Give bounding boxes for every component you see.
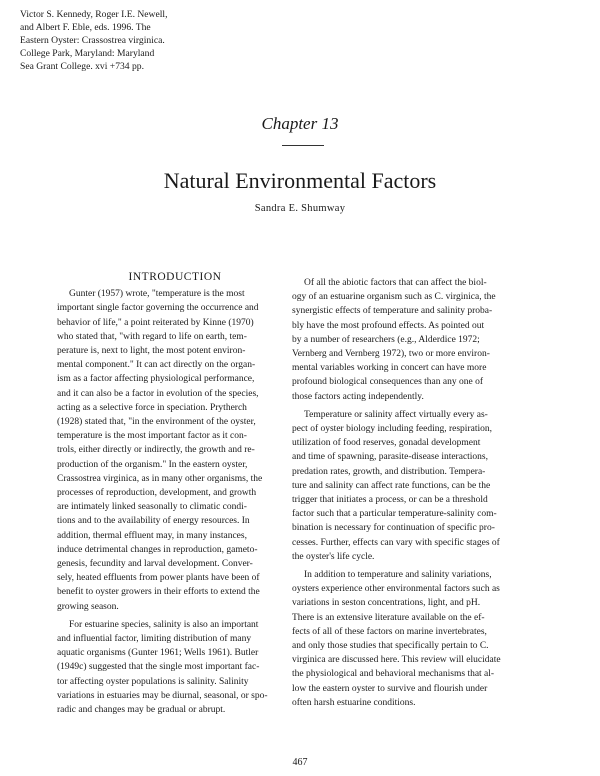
text-line: Temperature or salinity affect virtually every as- [304, 409, 488, 420]
text-line: induce detrimental changes in reproduction, gameto- [57, 544, 258, 555]
text-line: genesis, fecundity and larval development. Conver- [57, 559, 253, 570]
text-line: low the eastern oyster to survive and flourish under [292, 683, 488, 694]
text-line: growing season. [57, 601, 119, 612]
text-line: profound biological consequences than any one of [292, 377, 483, 388]
citation-line: College Park, Maryland: Maryland [20, 48, 155, 59]
text-line: ogy of an estuarine organism such as C. virginica, the [292, 292, 496, 303]
text-line: and influential factor, limiting distribution of many [57, 634, 252, 645]
text-line: processes of reproduction, development, and growth [57, 488, 257, 499]
section-heading: INTRODUCTION [128, 271, 222, 283]
text-line: addition, thermal effluent may, in many instances, [57, 530, 247, 541]
text-line: factor such that a particular temperature-salinity com- [292, 509, 497, 520]
text-line: oysters experience other environmental factors such as [292, 584, 500, 595]
text-line: important single factor governing the occurrence and [57, 303, 259, 314]
citation-line: Victor S. Kennedy, Roger I.E. Newell, [20, 9, 168, 20]
text-line: (1928) stated that, "in the environment of the oyster, [57, 417, 256, 428]
text-line: behavior of life," a point reiterated by Kinne (1970) [57, 317, 254, 328]
text-line: the physiological and behavioral mechanisms that al- [292, 669, 495, 680]
text-line: (1949c) suggested that the single most important fac- [57, 662, 260, 673]
text-line: tor affecting oyster populations is salinity. Salinity [57, 676, 249, 687]
citation-block [20, 8, 200, 73]
text-line: Vernberg and Vernberg 1972), two or more environ- [292, 349, 490, 360]
text-line: virginica are discussed here. This review will elucidate [292, 655, 501, 666]
text-line: synergistic effects of temperature and salinity proba- [292, 306, 493, 317]
chapter-label: Chapter 13 [261, 114, 339, 133]
author-name: Sandra E. Shumway [254, 203, 346, 214]
text-line: ism as a factor affecting physiological performance, [57, 374, 255, 385]
text-line: sely, heated effluents from power plants have been of [57, 573, 260, 584]
text-line: temperature is the most important factor as it con- [57, 431, 247, 442]
text-line: There is an extensive literature available on the ef- [292, 612, 485, 623]
text-line: and only those studies that specifically pertain to C. [292, 641, 489, 652]
text-line: and time of spawning, parasite-disease interactions, [292, 452, 489, 463]
text-line: production of the organism." In the eastern oyster, [57, 459, 248, 470]
text-line: ture and salinity can affect rate functions, can be the [292, 480, 491, 491]
text-line: trols, either directly or indirectly, the growth and re- [57, 445, 255, 456]
text-line: predation rates, growth, and distribution. Tempera- [292, 466, 486, 477]
text-line: bly have the most profound effects. As pointed out [292, 320, 485, 331]
chapter-divider [282, 145, 324, 146]
text-line: and it can also be a factor in evolution of the species, [57, 388, 259, 399]
text-line: In addition to temperature and salinity variations, [304, 570, 492, 581]
text-line: variations in seston concentrations, light, and pH. [292, 598, 481, 609]
text-line: For estuarine species, salinity is also an important [69, 619, 259, 630]
text-line: aquatic organisms (Gunter 1961; Wells 1961). Butler [57, 648, 259, 659]
text-line: bination is necessary for continuation of specific pro- [292, 523, 495, 534]
text-line: acting as a selective force in speciation. Prytherch [57, 402, 247, 413]
text-line: radic and changes may be gradual or abrupt. [57, 705, 226, 716]
text-line: those factors acting independently. [292, 391, 424, 402]
text-line: utilization of food reserves, gonadal development [292, 438, 481, 449]
right-column [292, 276, 528, 710]
citation-line: Eastern Oyster: Crassostrea virginica. [20, 35, 165, 46]
citation-line: and Albert F. Eble, eds. 1996. The [20, 22, 151, 33]
text-line: cesses. Further, effects can vary with specific stages of [292, 537, 500, 548]
text-line: tions and to the availability of energy resources. In [57, 516, 250, 527]
text-line: benefit to oyster growers in their efforts to extend the [57, 587, 260, 598]
text-line: trigger that initiates a process, or can be a threshold [292, 495, 488, 506]
text-line: Of all the abiotic factors that can affect the biol- [304, 278, 487, 288]
text-line: Crassostrea virginica, as in many other organisms, the [57, 473, 263, 484]
page-number: 467 [292, 757, 308, 768]
text-line: the oyster's life cycle. [292, 551, 375, 562]
citation-line: Sea Grant College. xvi +734 pp. [20, 61, 144, 72]
text-line: pect of oyster biology including feeding, respiration, [292, 424, 492, 435]
text-line: mental variables working in concert can have more [292, 363, 487, 374]
text-line: by a number of researchers (e.g., Alderdice 1972; [292, 334, 480, 345]
text-line: Gunter (1957) wrote, "temperature is the most [69, 289, 245, 300]
text-line: perature is, next to light, the most potent environ- [57, 346, 246, 357]
text-line: who stated that, "with regard to life on earth, tem- [57, 331, 247, 342]
text-line: variations in estuaries may be diurnal, seasonal, or spo- [57, 690, 268, 701]
left-column [57, 270, 293, 717]
text-line: are intimately linked seasonally to climatic condi- [57, 502, 247, 513]
chapter-title: Natural Environmental Factors [163, 168, 437, 193]
text-line: fects of all of these factors on marine invertebrates, [292, 626, 487, 637]
text-line: often harsh estuarine conditions. [292, 697, 416, 708]
text-line: mental component." It can act directly on the organ- [57, 360, 256, 371]
